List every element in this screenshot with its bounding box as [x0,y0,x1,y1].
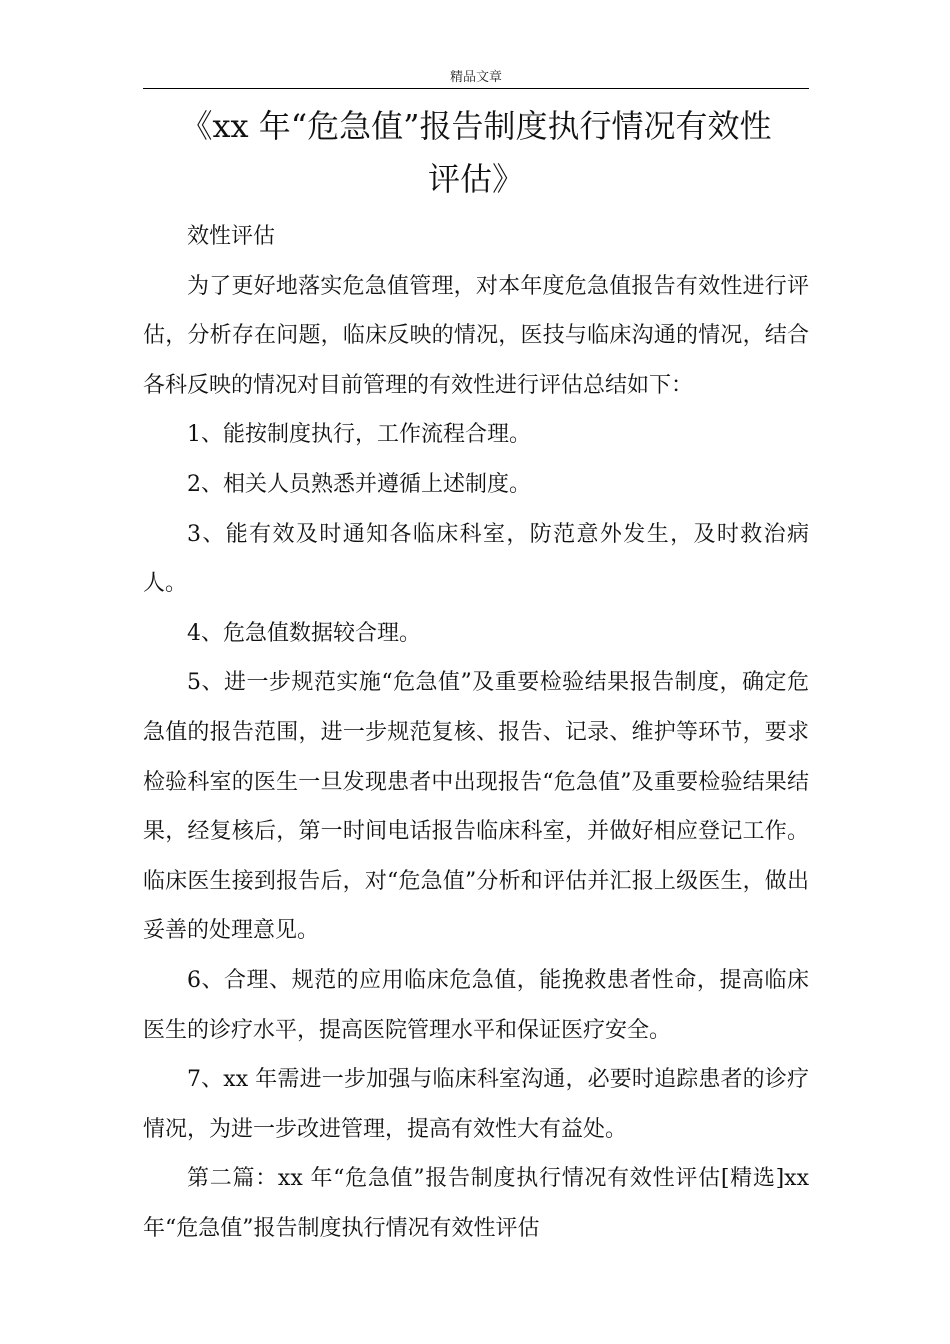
paragraph-intro: 为了更好地落实危急值管理，对本年度危急值报告有效性进行评估，分析存在问题，临床反映的情况，医技与临床沟通的情况，结合各科反映的情况对目前管理的有效性进行评估总结如下： [143,273,809,398]
list-item-1: 1、能按制度执行，工作流程合理。 [187,422,531,448]
title-line-1: 《xx 年“危急值”报告制度执行情况有效性 [180,107,772,145]
paragraph-second-article: 第二篇：xx 年“危急值”报告制度执行情况有效性评估[精选]xx 年“危急值”报告制度执行情况有效性评估 [143,1166,809,1241]
list-item-2: 2、相关人员熟悉并遵循上述制度。 [187,471,531,497]
title-line-2: 评估》 [427,160,524,198]
header-divider [143,88,809,89]
document-title [143,100,809,206]
list-item-4: 4、危急值数据较合理。 [187,620,421,646]
list-item-6: 6、合理、规范的应用临床危急值，能挽救患者性命，提高临床医生的诊疗水平，提高医院管理水平和保证医疗安全。 [143,967,809,1043]
list-item-5: 5、进一步规范实施“危急值”及重要检验结果报告制度，确定危急值的报告范围，进一步规范复核、报告、记录、维护等环节，要求检验科室的医生一旦发现患者中出现报告“危急值”及重要检验结果结果，经复核后，第一时间电话报告临床科室，并做好相应登记工作。临床医生接到报告后，对“危急值”分析和评估并汇报上级医生，做出妥善的处理意见。 [143,670,809,944]
paragraph-subtitle: 效性评估 [187,224,276,249]
page-header: 精品文章 [449,70,502,85]
list-item-7: 7、xx 年需进一步加强与临床科室沟通，必要时追踪患者的诊疗情况，为进一步改进管理，提高有效性大有益处。 [143,1067,809,1142]
document-body [143,212,809,1253]
list-item-3: 3、能有效及时通知各临床科室，防范意外发生，及时救治病人。 [143,521,809,597]
